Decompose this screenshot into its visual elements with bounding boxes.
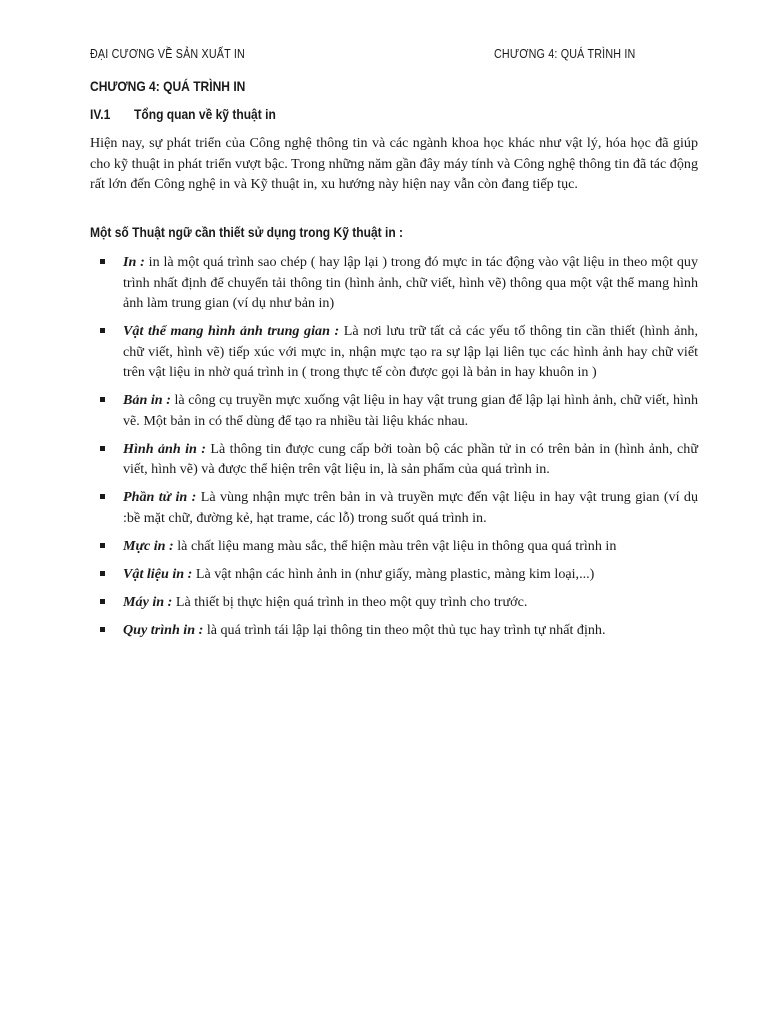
term-name: In : [123,254,145,270]
term-name: Vật thể mang hình ảnh trung gian : [123,323,340,339]
terms-heading: Một số Thuật ngữ cần thiết sử dụng trong Kỹ thuật in : [90,224,404,240]
terms-list [123,252,698,648]
section-title: Tổng quan về kỹ thuật in [134,106,276,122]
term-name: Vật liệu in : [123,565,193,582]
list-item [123,592,698,613]
list-item [123,536,698,557]
term-name: Bản in : [123,392,171,408]
bullet-icon [100,599,105,604]
term-definition: là chất liệu mang màu sắc, thể hiện màu trên vật liệu in thông qua quá trình in [173,537,617,554]
list-item [123,439,698,480]
section-heading [90,106,299,122]
term-definition: Là thiết bị thực hiện quá trình in theo một quy trình cho trước. [172,593,528,610]
bullet-icon [100,543,105,548]
term-definition: Là vùng nhận mực trên bản in và truyền mực đến vật liệu in hay vật trung gian (ví dụ :bề mặt chữ, đường kẻ, hạt trame, các lỗ) trong suốt quá trình in. [123,489,698,526]
bullet-icon [100,627,105,632]
bullet-icon [100,494,105,499]
list-item [123,321,698,383]
term-definition: in là một quá trình sao chép ( hay lập lại ) trong đó mực in tác động vào vật liệu in theo một quy trình nhất định để chuyển tải thông tin (hình ảnh, chữ viết, hình vẽ) thông qua một vật thể mang hình ảnh làm trung gian (ví dụ như bản in) [123,254,698,311]
term-name: Máy in : [123,593,173,610]
chapter-title: CHƯƠNG 4: QUÁ TRÌNH IN [90,78,246,94]
term-definition: là công cụ truyền mực xuống vật liệu in hay vật trung gian để lập lại hình ảnh, chữ viết, hình vẽ. Một bản in có thể dùng để tạo ra nhiều tài liệu khác nhau. [123,392,699,429]
list-item [123,564,698,585]
bullet-icon [100,446,105,451]
running-header-left: ĐẠI CƯƠNG VỀ SẢN XUẤT IN [90,47,245,61]
bullet-icon [100,259,105,264]
term-definition: Là nơi lưu trữ tất cả các yếu tố thông tin cần thiết (hình ảnh, chữ viết, hình vẽ) tiếp xúc với mực in, nhận mực tạo ra sự lập lại liên tục các hình ảnh hay chữ viết trên vật liệu in nhờ quá trình in ( trong thực tế còn được gọi là bản in hay khuôn in ) [123,323,698,380]
list-item [123,487,698,528]
term-name: Hình ảnh in : [123,440,206,457]
intro-paragraph: Hiện nay, sự phát triển của Công nghệ thông tin và các ngành khoa học khác như vật lý, hóa học đã giúp cho kỹ thuật in phát triển vượt bậc. Trong những năm gần đây máy tính và Công nghệ thông tin đã tác động rất lớn đến Công nghệ in và Kỹ thuật in, xu hướng này hiện nay vẫn còn đang tiếp tục. [90,135,698,192]
term-definition: Là vật nhận các hình ảnh in (như giấy, màng plastic, màng kim loại,...) [192,565,595,582]
list-item [123,620,698,641]
bullet-icon [100,571,105,576]
section-number: IV.1 [90,106,111,122]
bullet-icon [100,328,105,333]
term-definition: là quá trình tái lập lại thông tin theo một thủ tục hay trình tự nhất định. [203,621,606,638]
list-item [123,390,698,431]
term-definition: Là thông tin được cung cấp bởi toàn bộ các phần tử in có trên bản in (hình ảnh, chữ viết, hình vẽ) và được thể hiện trên vật liệu in, là sản phẩm của quá trình in. [123,440,698,477]
running-header-right: CHƯƠNG 4: QUÁ TRÌNH IN [494,47,636,61]
list-item [123,252,698,314]
bullet-icon [100,397,105,402]
term-name: Mực in : [123,537,174,554]
term-name: Quy trình in : [123,621,204,638]
term-name: Phần tử in : [123,489,197,505]
